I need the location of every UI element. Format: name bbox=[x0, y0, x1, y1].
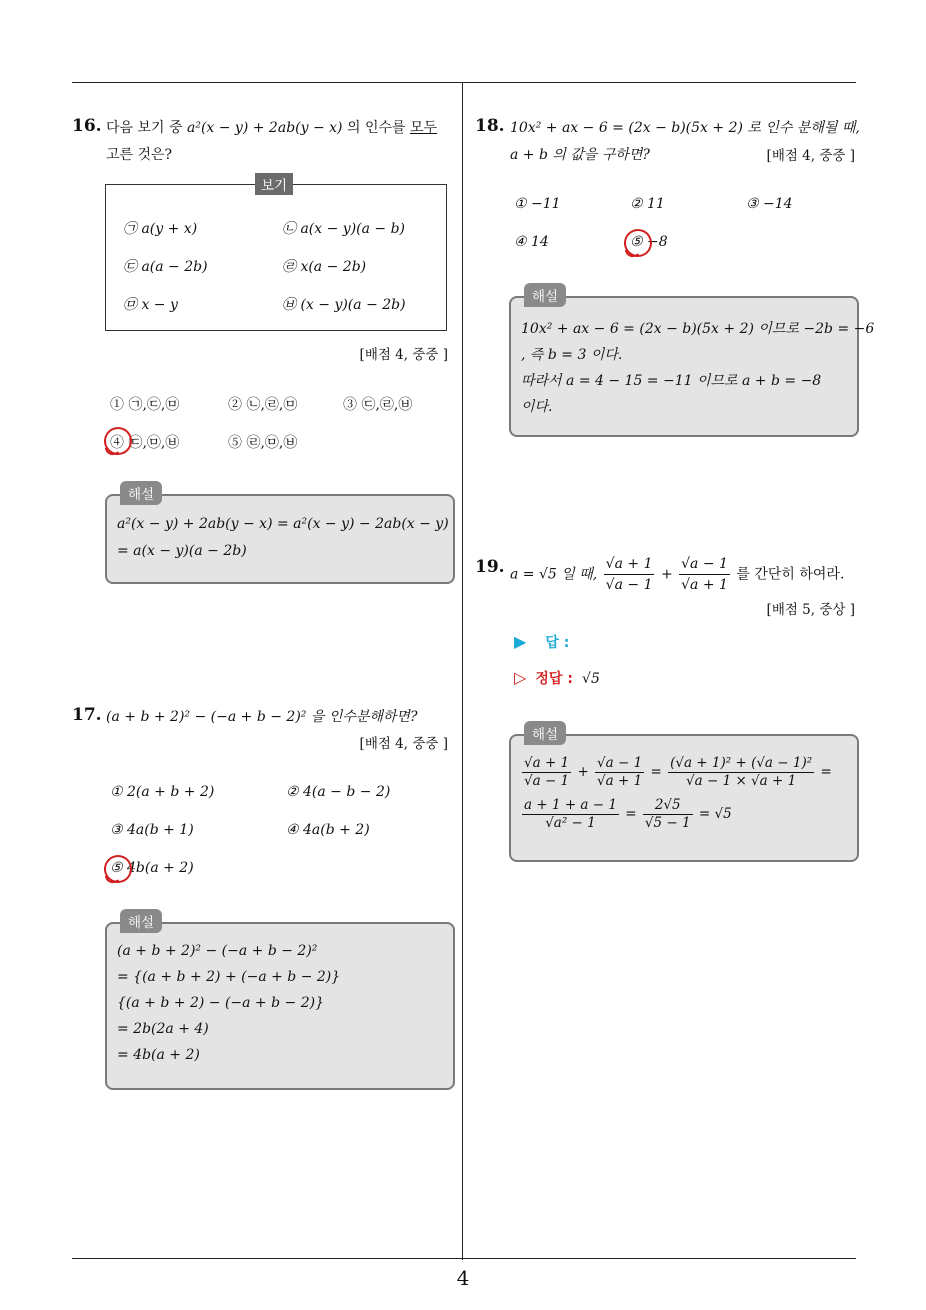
plus-sign: + bbox=[577, 764, 589, 780]
q17-option-2[interactable]: ② 4(a − b − 2) bbox=[286, 784, 391, 800]
q19-answer-label: 답 : bbox=[545, 635, 570, 651]
q16-option-1[interactable]: ① ㉠,㉢,㉤ bbox=[110, 397, 180, 413]
page-number: 4 bbox=[456, 1266, 470, 1290]
q16-option-2[interactable]: ② ㉡,㉣,㉤ bbox=[228, 397, 298, 413]
q18-explanation-line: 따라서 a = 4 − 15 = −11 이므로 a + b = −8 bbox=[521, 373, 822, 389]
q16-option-4[interactable]: ④ ㉢,㉤,㉥ bbox=[110, 435, 180, 451]
q19-stem bbox=[510, 554, 844, 595]
q17-explanation-line: = {(a + b + 2) + (−a + b − 2)} bbox=[117, 969, 341, 985]
bottom-rule bbox=[72, 1258, 856, 1259]
q16-option-3[interactable]: ③ ㉢,㉣,㉥ bbox=[343, 397, 413, 413]
expl-fraction bbox=[668, 755, 814, 790]
fraction-numerator: √a + 1 bbox=[524, 755, 570, 771]
q17-option-3[interactable]: ③ 4a(b + 1) bbox=[110, 822, 194, 838]
q19-correct-value: √5 bbox=[582, 671, 600, 687]
q17-explanation-line: (a + b + 2)² − (−a + b − 2)² bbox=[117, 943, 318, 959]
fraction-denominator: √a − 1 bbox=[605, 577, 653, 593]
expl-fraction bbox=[643, 797, 693, 832]
q18-option-1[interactable]: ① −11 bbox=[514, 196, 561, 212]
fraction-numerator: √a + 1 bbox=[604, 554, 655, 575]
q16-bogi-item: ㉤ x − y bbox=[123, 297, 178, 313]
q16-bogi-item: ㉣ x(a − 2b) bbox=[282, 259, 367, 275]
q19-stem-fraction bbox=[679, 554, 730, 595]
q19-stem-pre: a = √5 일 때, bbox=[510, 566, 598, 583]
fraction-denominator: √a² − 1 bbox=[545, 815, 596, 831]
fraction-denominator: √5 − 1 bbox=[644, 815, 691, 831]
q17-stem: (a + b + 2)² − (−a + b − 2)² 을 인수분해하면? bbox=[106, 709, 418, 725]
q19-explanation-line2 bbox=[520, 797, 732, 832]
q19-stem-post: 를 간단히 하여라. bbox=[736, 566, 845, 583]
q16-bogi-title: 보기 bbox=[255, 173, 293, 195]
fraction-denominator: √a − 1 bbox=[524, 773, 570, 789]
q16-bogi-item: ㉥ (x − y)(a − 2b) bbox=[282, 297, 406, 313]
q16-answer-mark bbox=[100, 423, 136, 459]
q19-explanation-line1 bbox=[520, 755, 832, 790]
q16-explanation-line: a²(x − y) + 2ab(y − x) = a²(x − y) − 2ab(x − y) bbox=[117, 516, 449, 532]
q16-bogi-item: ㉠ a(y + x) bbox=[123, 221, 198, 237]
outline-play-icon: ▷ bbox=[514, 668, 527, 687]
q18-answer-mark bbox=[620, 225, 656, 261]
top-rule bbox=[72, 82, 856, 83]
expl-final: = √5 bbox=[698, 806, 732, 822]
q16-stem-pre: 다음 보기 중 bbox=[106, 120, 187, 136]
q19-correct-row bbox=[514, 668, 600, 688]
q18-stem-line2: a + b 의 값을 구하면? bbox=[510, 147, 650, 163]
q18-stem-line1: 10x² + ax − 6 = (2x − b)(5x + 2) 로 인수 분해될 때, bbox=[510, 120, 860, 136]
expl-fraction bbox=[522, 797, 619, 832]
q17-explanation-title: 해설 bbox=[120, 909, 162, 933]
q17-explanation-line: {(a + b + 2) − (−a + b − 2)} bbox=[117, 995, 324, 1011]
q18-explanation-line: , 즉 b = 3 이다. bbox=[521, 347, 623, 363]
q19-explanation-title: 해설 bbox=[524, 721, 566, 745]
play-icon: ▶ bbox=[514, 632, 527, 651]
fraction-denominator: √a − 1 × √a + 1 bbox=[686, 773, 797, 789]
q17-option-5[interactable]: ⑤ 4b(a + 2) bbox=[110, 860, 194, 876]
q17-explanation-line: = 2b(2a + 4) bbox=[117, 1021, 209, 1037]
column-divider bbox=[462, 82, 463, 1260]
q17-number: 17. bbox=[72, 705, 102, 725]
equals-sign: = bbox=[625, 806, 637, 822]
q18-number: 18. bbox=[475, 116, 505, 136]
q18-explanation-line: 이다. bbox=[521, 399, 553, 415]
q18-option-4[interactable]: ④ 14 bbox=[514, 234, 549, 250]
q18-explanation-title: 해설 bbox=[524, 283, 566, 307]
fraction-numerator: (√a + 1)² + (√a − 1)² bbox=[670, 755, 813, 771]
q16-stem-expr: a²(x − y) + 2ab(y − x) bbox=[186, 120, 343, 136]
q16-score: [배점 4, 중중 ] bbox=[359, 347, 448, 363]
q17-explanation-line: = 4b(a + 2) bbox=[117, 1047, 200, 1063]
q16-explanation-line: = a(x − y)(a − 2b) bbox=[117, 543, 247, 559]
q18-score: [배점 4, 중중 ] bbox=[766, 148, 855, 164]
q18-option-3[interactable]: ③ −14 bbox=[746, 196, 793, 212]
q17-answer-mark bbox=[100, 851, 136, 887]
q16-stem bbox=[106, 115, 437, 141]
q16-explanation-title: 해설 bbox=[120, 481, 162, 505]
q18-option-2[interactable]: ② 11 bbox=[630, 196, 665, 212]
q17-option-4[interactable]: ④ 4a(b + 2) bbox=[286, 822, 370, 838]
q16-bogi-item: ㉢ a(a − 2b) bbox=[123, 259, 208, 275]
fraction-denominator: √a + 1 bbox=[681, 577, 728, 593]
equals-sign: = bbox=[650, 764, 662, 780]
q16-explanation-box bbox=[105, 494, 455, 584]
fraction-numerator: 2√5 bbox=[643, 797, 693, 815]
q18-explanation-line: 10x² + ax − 6 = (2x − b)(5x + 2) 이므로 −2b = −6 bbox=[521, 321, 875, 337]
fraction-denominator: √a + 1 bbox=[597, 773, 643, 789]
q17-option-1[interactable]: ① 2(a + b + 2) bbox=[110, 784, 215, 800]
q19-correct-label: 정답 : bbox=[535, 671, 573, 687]
plus-sign: + bbox=[660, 566, 673, 583]
equals-sign: = bbox=[820, 764, 832, 780]
q18-option-5[interactable]: ⑤ −8 bbox=[630, 234, 668, 250]
fraction-numerator: √a − 1 bbox=[597, 755, 643, 771]
q19-answer-row bbox=[514, 632, 569, 652]
q16-bogi-item: ㉡ a(x − y)(a − b) bbox=[282, 221, 406, 237]
q19-score: [배점 5, 중상 ] bbox=[766, 602, 855, 618]
expl-fraction bbox=[595, 755, 644, 790]
q16-number: 16. bbox=[72, 116, 102, 136]
q19-number: 19. bbox=[475, 557, 505, 577]
q16-option-5[interactable]: ⑤ ㉣,㉤,㉥ bbox=[228, 435, 298, 451]
fraction-numerator: √a − 1 bbox=[679, 554, 730, 575]
q16-stem-post: 의 인수를 bbox=[342, 120, 410, 136]
q19-stem-fraction bbox=[604, 554, 655, 595]
q17-score: [배점 4, 중중 ] bbox=[359, 736, 448, 752]
expl-fraction bbox=[522, 755, 571, 790]
q16-stem-line2: 고른 것은? bbox=[106, 147, 173, 163]
fraction-numerator: a + 1 + a − 1 bbox=[524, 797, 617, 813]
q16-stem-underline: 모두 bbox=[409, 120, 438, 136]
